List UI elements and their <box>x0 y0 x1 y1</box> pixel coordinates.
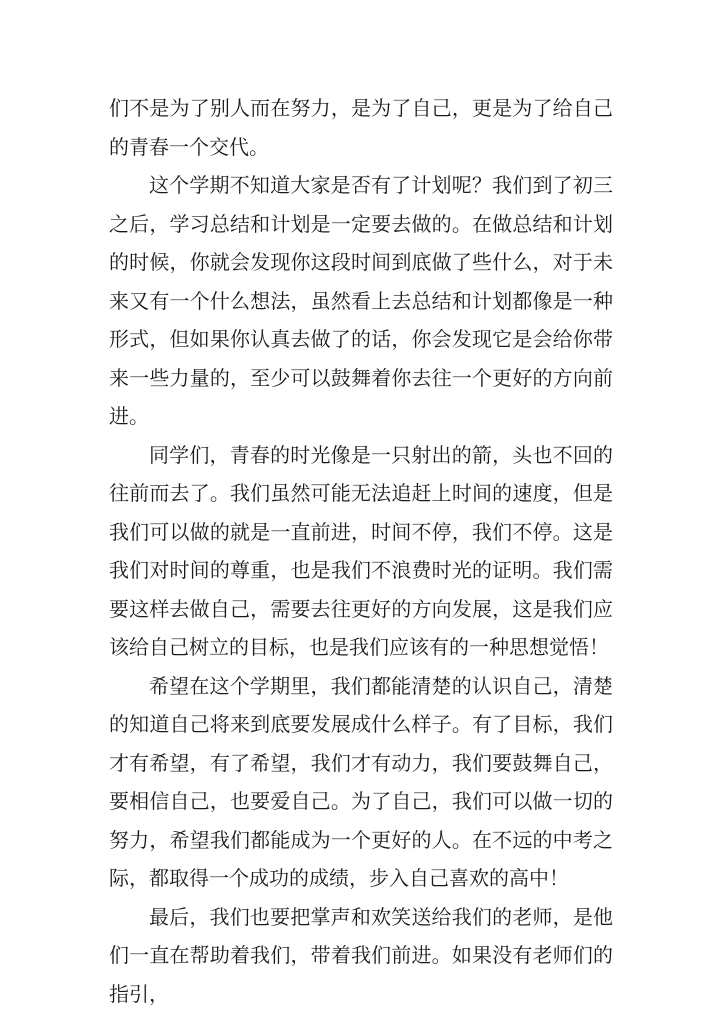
document-body <box>109 89 613 1013</box>
paragraph-4: 希望在这个学期里，我们都能清楚的认识自己，清楚的知道自己将来到底要发展成什么样子。有了目标，我们才有希望，有了希望，我们才有动力，我们要鼓舞自己，要相信自己，也要爱自己。为了自己，我们可以做一切的努力，希望我们都能成为一个更好的人。在不远的中考之际，都取得一个成功的成绩，步入自己喜欢的高中！ <box>109 673 613 890</box>
paragraph-1: 们不是为了别人而在努力，是为了自己，更是为了给自己的青春一个交代。 <box>109 96 613 159</box>
paragraph-3: 同学们，青春的时光像是一只射出的箭，头也不回的往前而去了。我们虽然可能无法追赶上时间的速度，但是我们可以做的就是一直前进，时间不停，我们不停。这是我们对时间的尊重，也是我们不浪费时光的证明。我们需要这样去做自己，需要去往更好的方向发展，这是我们应该给自己树立的目标，也是我们应该有的一种思想觉悟！ <box>109 442 613 659</box>
paragraph-5: 最后，我们也要把掌声和欢笑送给我们的老师，是他们一直在帮助着我们，带着我们前进。如果没有老师们的指引， <box>109 904 613 1006</box>
paragraph-2: 这个学期不知道大家是否有了计划呢？我们到了初三之后，学习总结和计划是一定要去做的。在做总结和计划的时候，你就会发现你这段时间到底做了些什么，对于未来又有一个什么想法，虽然看上去总结和计划都像是一种形式，但如果你认真去做了的话，你会发现它是会给你带来一些力量的，至少可以鼓舞着你去往一个更好的方向前进。 <box>109 173 613 428</box>
